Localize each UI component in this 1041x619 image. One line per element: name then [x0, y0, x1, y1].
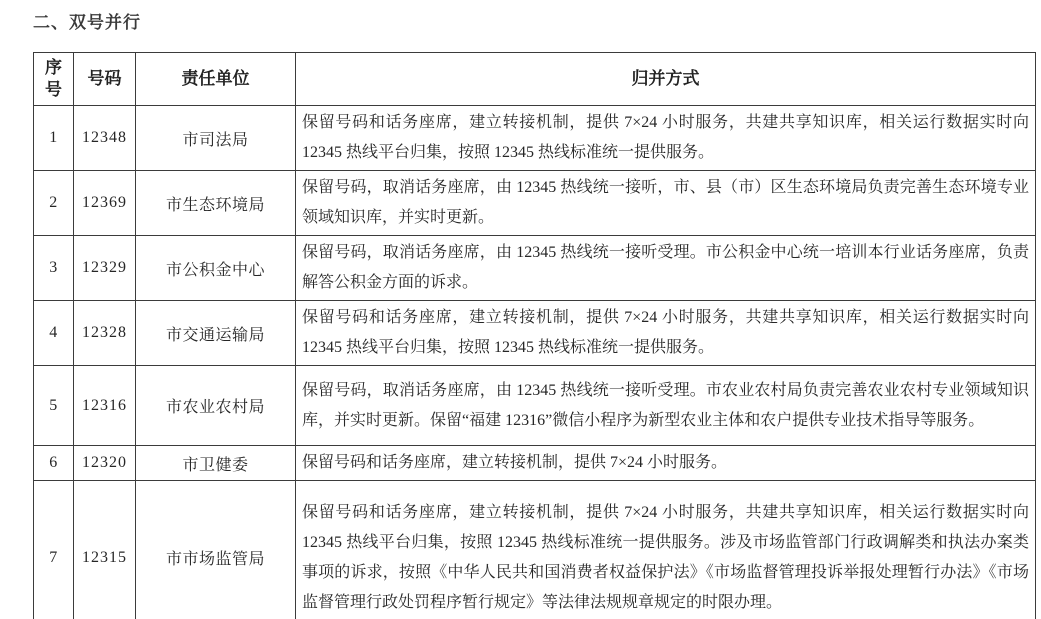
table-header-row — [34, 53, 1036, 106]
table-row — [34, 366, 1036, 446]
cell-number: 12348 — [74, 106, 136, 171]
cell-index: 2 — [34, 171, 74, 236]
cell-index: 5 — [34, 366, 74, 446]
cell-number: 12315 — [74, 481, 136, 619]
cell-number: 12329 — [74, 236, 136, 301]
cell-unit: 市农业农村局 — [136, 366, 296, 446]
cell-number: 12328 — [74, 301, 136, 366]
cell-number: 12369 — [74, 171, 136, 236]
column-header-method: 归并方式 — [296, 53, 1036, 106]
cell-method: 保留号码和话务座席，建立转接机制，提供 7×24 小时服务，共建共享知识库，相关运行数据实时向 12345 热线平台归集，按照 12345 热线标准统一提供服务。 — [296, 301, 1036, 366]
table-row — [34, 301, 1036, 366]
cell-index: 7 — [34, 481, 74, 619]
cell-unit: 市卫健委 — [136, 446, 296, 481]
column-header-number: 号码 — [74, 53, 136, 106]
cell-unit: 市生态环境局 — [136, 171, 296, 236]
cell-method: 保留号码，取消话务座席，由 12345 热线统一接听受理。市公积金中心统一培训本行业话务座席，负责解答公积金方面的诉求。 — [296, 236, 1036, 301]
column-header-index: 序号 — [34, 53, 74, 106]
table-row — [34, 171, 1036, 236]
cell-index: 1 — [34, 106, 74, 171]
table-row — [34, 106, 1036, 171]
cell-number: 12316 — [74, 366, 136, 446]
cell-unit: 市交通运输局 — [136, 301, 296, 366]
cell-method: 保留号码，取消话务座席，由 12345 热线统一接听，市、县（市）区生态环境局负责完善生态环境专业领域知识库，并实时更新。 — [296, 171, 1036, 236]
cell-method: 保留号码和话务座席，建立转接机制，提供 7×24 小时服务。 — [296, 446, 1036, 481]
cell-index: 3 — [34, 236, 74, 301]
table-row — [34, 446, 1036, 481]
table-row — [34, 236, 1036, 301]
table-row — [34, 481, 1036, 619]
column-header-unit: 责任单位 — [136, 53, 296, 106]
cell-unit: 市公积金中心 — [136, 236, 296, 301]
cell-method: 保留号码和话务座席，建立转接机制，提供 7×24 小时服务，共建共享知识库，相关运行数据实时向 12345 热线平台归集，按照 12345 热线标准统一提供服务。 — [296, 106, 1036, 171]
merge-method-table — [33, 52, 1036, 619]
cell-index: 6 — [34, 446, 74, 481]
cell-number: 12320 — [74, 446, 136, 481]
cell-method: 保留号码，取消话务座席，由 12345 热线统一接听受理。市农业农村局负责完善农业农村专业领域知识库，并实时更新。保留“福建 12316”微信小程序为新型农业主体和农户提供专业技术指导等服务。 — [296, 366, 1036, 446]
cell-method: 保留号码和话务座席，建立转接机制，提供 7×24 小时服务，共建共享知识库，相关运行数据实时向 12345 热线平台归集，按照 12345 热线标准统一提供服务。涉及市场监管部门行政调解类和执法办案类事项的诉求，按照《中华人民共和国消费者权益保护法》《市场监督管理投诉举报处理暂行办法》《市场监督管理行政处罚程序暂行规定》等法律法规规章规定的时限办理。 — [296, 481, 1036, 619]
cell-unit: 市司法局 — [136, 106, 296, 171]
page-title: 二、双号并行 — [33, 13, 141, 32]
cell-unit: 市市场监管局 — [136, 481, 296, 619]
cell-index: 4 — [34, 301, 74, 366]
